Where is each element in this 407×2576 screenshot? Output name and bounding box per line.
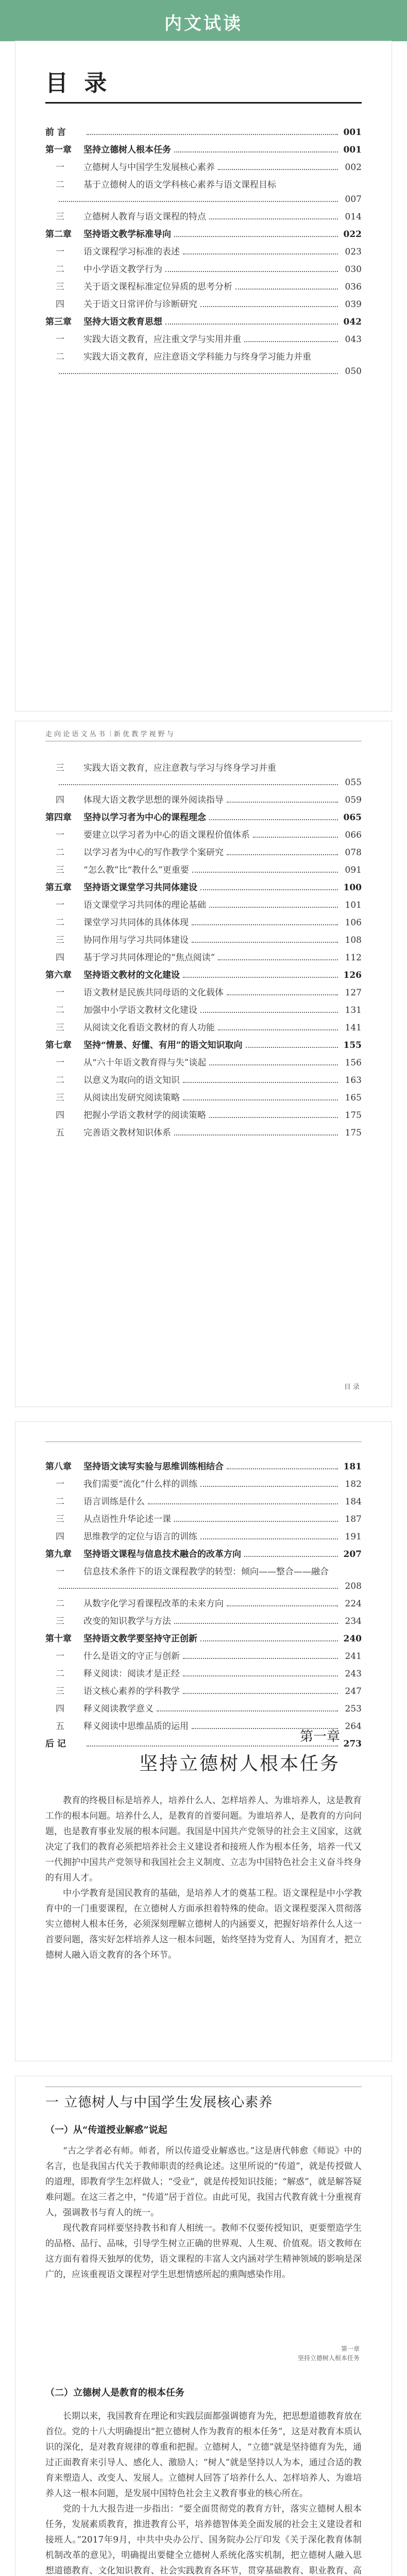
toc-leader	[87, 127, 338, 135]
toc-number: 三	[56, 1093, 64, 1103]
toc-leader	[174, 1514, 338, 1522]
toc-page: 207	[343, 1549, 362, 1560]
toc-text: 释义阅读中思维品质的运用	[83, 1721, 189, 1732]
toc-number: 四	[56, 1704, 64, 1714]
toc-text: 坚持语文教学要坚持守正创新	[83, 1634, 197, 1644]
toc-page: 141	[345, 1023, 362, 1033]
toc-leader	[174, 1616, 338, 1624]
toc-leader	[200, 1633, 338, 1641]
toc-number: 一	[56, 247, 64, 257]
intro-paragraph: 教育的终极目标是培养人，培养什么人、怎样培养人、为谁培养人，这是教育工作的根本问题。培养什么人，是教育的首要问题。为谁培养人，是教育的方向问题，也是教育事业发展的根本问题。我国是中国共产党领导的社会主义国家，这就决定了我们的教育必须把培养社会主义建设者和接班人作为根本任务，培养一代又一代拥护中国共产党领导和我国社会主义制度、立志为中国特色社会主义奋斗终身的有用人才。	[45, 1795, 362, 1883]
toc-list-3	[45, 1458, 362, 1756]
toc-page: 156	[345, 1058, 362, 1068]
toc-number: 三	[56, 212, 64, 222]
toc-number: 一	[56, 1479, 64, 1489]
page-toc-2	[15, 721, 392, 1406]
toc-leader	[165, 264, 338, 272]
toc-leader	[165, 316, 338, 325]
toc-leader	[183, 970, 338, 978]
toc-page: 243	[345, 1669, 362, 1679]
toc-page: 273	[343, 1739, 362, 1749]
toc-page: 264	[345, 1721, 362, 1732]
toc-leader	[200, 1005, 338, 1013]
toc-page: 247	[345, 1686, 362, 1697]
toc-page-mark: 目 录	[344, 1383, 360, 1391]
toc-section-row	[45, 1479, 362, 1490]
toc-leader	[209, 211, 338, 219]
toc-chapter-row	[45, 229, 362, 240]
toc-leader	[218, 1022, 338, 1030]
toc-list-2	[45, 762, 362, 1145]
toc-leader	[200, 1531, 338, 1539]
toc-leader	[174, 229, 338, 237]
toc-leader	[183, 1668, 338, 1676]
toc-leader	[174, 1127, 338, 1136]
toc-text: 体现大语文教学思想的课外阅读指导	[83, 795, 224, 805]
toc-leader	[244, 1549, 338, 1557]
toc-section-row	[45, 1686, 362, 1697]
toc-section-row	[45, 162, 362, 173]
body-text-sub2	[45, 2409, 362, 2576]
toc-page: 030	[345, 264, 362, 275]
toc-text: 基于学习共同体理论的“焦点阅读”	[83, 953, 215, 963]
toc-section-row	[45, 264, 362, 275]
side-chapter-tag	[298, 2344, 360, 2363]
toc-section-row	[45, 987, 362, 998]
toc-chapter-row	[45, 1549, 362, 1560]
toc-section-row	[45, 1598, 362, 1609]
toc-leader	[227, 1461, 338, 1469]
toc-text: 坚持语文课堂学习共同体建设	[83, 883, 197, 893]
toc-text: 以学习者为中心的写作教学个案研究	[83, 848, 224, 858]
toc-text: 改变的知识教学与方法	[83, 1616, 171, 1626]
toc-number: 二	[56, 1599, 64, 1609]
toc-number: 四	[56, 299, 64, 310]
toc-leader	[209, 900, 338, 908]
toc-chapter-row	[45, 882, 362, 893]
toc-text: 坚持“情景、好懂、有用”的语文知识取向	[83, 1040, 243, 1050]
toc-leader	[209, 1110, 338, 1118]
toc-leader	[209, 1057, 338, 1065]
toc-leader	[200, 1479, 338, 1487]
toc-text: 坚持立德树人根本任务	[83, 145, 171, 155]
body-paragraph: 现代教育同样要坚持教书和育人相统一。教师不仅要传授知识，更要塑造学生的品格、品行、品味，引导学生树立正确的世界观、人生观、价值观。语文教师在这方面有着得天独厚的优势，语文课程的丰富人文内涵对学生精神领域的影响是深广的，应该重视语文课程对学生思想情感所起的熏陶感染作用。	[45, 2223, 362, 2280]
toc-text: 思维教学的定位与语言的训练	[83, 1532, 197, 1542]
toc-leader	[246, 1040, 338, 1048]
toc-section-row	[45, 1022, 362, 1033]
toc-text: 立德树人教育与语文课程的特点	[83, 212, 206, 222]
toc-leader	[183, 1686, 338, 1694]
toc-section-row	[45, 1496, 362, 1507]
toc-leader	[192, 935, 338, 943]
toc-number: 一	[56, 1058, 64, 1068]
toc-chapter-row	[45, 1461, 362, 1472]
toc-number: 二	[56, 1005, 64, 1015]
toc-number: 一	[56, 1651, 64, 1662]
toc-number: 三	[56, 865, 64, 875]
toc-number: 第七章	[45, 1040, 72, 1050]
toc-section-row	[45, 246, 362, 258]
toc-section-row	[45, 900, 362, 911]
toc-page: 181	[343, 1462, 362, 1472]
toc-leader	[253, 829, 338, 838]
toc-leader	[59, 1581, 338, 1589]
toc-text: 坚持语文教材的文化建设	[83, 970, 180, 980]
toc-chapter-row	[45, 127, 362, 138]
toc-number: 第二章	[45, 229, 72, 240]
toc-text: 释义阅读教学意义	[83, 1704, 154, 1714]
toc-leader	[227, 794, 338, 803]
toc-page: 127	[345, 988, 362, 998]
toc-text: 坚持语文教学标准导向	[83, 229, 171, 240]
toc-title: 目 录	[45, 70, 111, 96]
toc-leader	[157, 1703, 338, 1711]
chapter-opener-placeholder	[15, 1855, 392, 2061]
toc-page: 106	[345, 918, 362, 928]
toc-leader	[209, 812, 338, 820]
toc-number: 第六章	[45, 970, 72, 980]
toc-text: 什么是语文的守正与创新	[83, 1651, 180, 1662]
toc-page: 001	[343, 127, 362, 138]
toc-text: 信息技术条件下的语文课程教学的转型：倾向——整合——融合	[83, 1567, 329, 1577]
toc-number: 二	[56, 1075, 64, 1086]
toc-page: 241	[345, 1651, 362, 1662]
toc-section-row	[45, 351, 362, 363]
toc-chapter-row	[45, 812, 362, 823]
toc-page: 163	[345, 1075, 362, 1086]
body-text-sub1	[45, 2143, 362, 2282]
toc-leader	[218, 952, 338, 960]
toc-number: 二	[56, 1669, 64, 1679]
toc-section-row	[45, 935, 362, 946]
body-paragraph: 党的十九大报告进一步指出：“要全面贯彻党的教育方针，落实立德树人根本任务，发展素质教育，推进教育公平，培养德智体美全面发展的社会主义建设者和接班人。”2017年9月，中共中央办公厅、国务院办公厅印发《关于深化教育体制机制改革的意见》，明确提出要健全立德树人系统化落实机制，把立德树人融入思想道德教育、文化知识教育、社会实践教育各环节，贯穿基础教育、职业教育、高	[45, 2504, 362, 2576]
toc-chapter-row	[45, 316, 362, 328]
toc-text: 中小学语文教学行为	[83, 264, 162, 275]
toc-chapter-row	[45, 1040, 362, 1051]
toc-page: 091	[345, 865, 362, 875]
toc-number: 三	[56, 1686, 64, 1697]
toc-number: 第八章	[45, 1462, 72, 1472]
toc-number: 二	[56, 352, 64, 362]
toc-page: 208	[345, 1581, 362, 1591]
intro-paragraph: 中小学教育是国民教育的基础，是培养人才的奠基工程。语文课程是中小学教育中的一门重要课程，在立德树人方面承担着特殊的使命。语文课程要深入贯彻落实立德树人根本任务，必须深刻理解立德树人的内涵要义，把握好培养什么人这一首要问题，落实好怎样培养人这一根本问题，始终坚持为党育人、为国育才，把立德树人融入语文教育的各个环节。	[45, 1888, 362, 1960]
toc-section-row	[45, 1092, 362, 1104]
toc-text: 语文教材是民族共同母语的文化载体	[83, 988, 224, 998]
toc-text: 课堂学习共同体的具体体现	[83, 918, 189, 928]
toc-section-row	[45, 1514, 362, 1525]
banner-title: 内文试读	[164, 13, 243, 34]
toc-leader	[244, 334, 338, 342]
toc-page: 007	[345, 194, 362, 205]
toc-leader	[227, 847, 338, 855]
toc-page: 023	[345, 247, 362, 257]
toc-page: 042	[343, 317, 362, 327]
toc-section-row	[45, 299, 362, 310]
toc-number: 二	[56, 848, 64, 858]
toc-page: 182	[345, 1479, 362, 1489]
toc-page: 059	[345, 795, 362, 805]
toc-page: 253	[345, 1704, 362, 1714]
toc-page: 131	[345, 1005, 362, 1015]
toc-number: 第三章	[45, 317, 72, 327]
toc-page: 155	[343, 1040, 362, 1050]
toc-number: 三	[56, 763, 64, 773]
toc-leader	[59, 777, 338, 785]
toc-page: 055	[345, 777, 362, 788]
toc-number: 三	[56, 1616, 64, 1626]
toc-section-row	[45, 847, 362, 858]
toc-page: 043	[345, 334, 362, 345]
toc-text: 以意义为取向的语文知识	[83, 1075, 180, 1086]
toc-number: 第十章	[45, 1634, 72, 1644]
toc-page: 240	[343, 1634, 362, 1644]
toc-section-row	[45, 1057, 362, 1069]
running-header: 走 向 论 语 文 丛 书 ｜新 优 教 学 视 野 与	[45, 731, 174, 738]
page-chapter-1	[15, 2076, 392, 2576]
toc-page: 101	[345, 900, 362, 910]
toc-page: 001	[343, 145, 362, 155]
body-paragraph: 长期以来，我国教育在理论和实践层面都强调德育为先，把思想道德教育放在首位。党的十八大明确提出“把立德树人作为教育的根本任务”，这是对教育本质认识的深化，是对教育规律的尊重和把握。立德树人，“立德”就是坚持德育为先，通过正面教育来引导人、感化人、激励人；“树人”就是坚持以人为本，通过合适的教育来塑造人、改变人、发展人。立德树人回答了培养什么人、怎样培养人、为谁培养人这一根本问题，是发展中国特色社会主义教育事业的核心所在。	[45, 2411, 362, 2499]
toc-wrap-line	[45, 366, 362, 377]
toc-leader	[218, 162, 338, 170]
toc-leader	[59, 366, 338, 374]
toc-section-row	[45, 1616, 362, 1627]
toc-leader	[227, 1598, 338, 1606]
toc-section-row	[45, 1005, 362, 1016]
chapter-title: 坚持立德树人根本任务	[139, 1753, 340, 1774]
toc-leader	[200, 882, 338, 890]
toc-page: 039	[345, 299, 362, 310]
side-tag-line1: 第一章	[341, 2345, 360, 2352]
toc-text: 语言训练是什么	[83, 1497, 145, 1507]
subsection-title-2: （二）立德树人是教育的根本任务	[45, 2387, 184, 2398]
toc-text: 语文课堂学习共同体的理论基础	[83, 900, 206, 910]
toc-text: 完善语文教材知识体系	[83, 1128, 171, 1138]
toc-leader	[235, 281, 338, 290]
toc-page: 066	[345, 830, 362, 840]
toc-number: 五	[56, 1128, 64, 1138]
toc-section-row	[45, 865, 362, 876]
toc-leader	[183, 1075, 338, 1083]
toc-section-row	[45, 1566, 362, 1578]
toc-number: 第九章	[45, 1549, 72, 1560]
toc-number: 四	[56, 1532, 64, 1542]
toc-page: 191	[345, 1532, 362, 1542]
toc-number: 四	[56, 953, 64, 963]
toc-text: 从点语性升华论述一课	[83, 1514, 171, 1524]
toc-number: 三	[56, 282, 64, 292]
toc-section-row	[45, 917, 362, 928]
toc-text: 从数字化学习看课程改革的未来方向	[83, 1599, 224, 1609]
toc-number: 二	[56, 180, 64, 190]
toc-leader	[192, 865, 338, 873]
toc-wrap-line	[45, 777, 362, 788]
toc-leader	[183, 246, 338, 255]
toc-text: 坚持语文读写实验与思维训练相结合	[83, 1462, 224, 1472]
toc-text: 实践大语文教育，应注意语文学科能力与终身学习能力并重	[83, 352, 311, 362]
toc-text: 从阅读文化看语文教材的育人功能	[83, 1023, 215, 1033]
toc-text: 把握小学语文教材学的阅读策略	[83, 1110, 206, 1121]
toc-number: 二	[56, 264, 64, 275]
toc-section-row	[45, 952, 362, 963]
toc-text: 实践大语文教育，应注意教与学习与终身学习并重	[83, 763, 276, 773]
toc-number: 三	[56, 1514, 64, 1524]
body-paragraph: “古之学者必有师。师者，所以传道受业解惑也。”这是唐代韩愈《师说》中的名言，也是我国古代关于教师职责的经典论述。这里所说的“传道”，就是传授做人的道理，即教育学生怎样做人；“受业”，就是传授知识技能；“解惑”，就是解答疑难问题。在这三者之中，“传道”居于首位。由此可见，我国古代教育就十分重视育人，强调教书与育人的统一。	[45, 2146, 362, 2218]
toc-text: 关于语文日常评价与诊断研究	[83, 299, 197, 310]
toc-page: 014	[345, 212, 362, 222]
toc-leader	[183, 1651, 338, 1659]
toc-chapter-row	[45, 970, 362, 981]
toc-page: 126	[343, 970, 362, 980]
toc-number: 第四章	[45, 812, 72, 823]
toc-title-rule	[45, 102, 362, 104]
toc-leader	[59, 194, 338, 202]
toc-section-row	[45, 1703, 362, 1715]
toc-section-row	[45, 1110, 362, 1121]
toc-number: 四	[56, 795, 64, 805]
toc-section-row	[45, 794, 362, 806]
side-tag-line2: 坚持立德树人根本任务	[297, 2354, 360, 2362]
toc-list-1	[45, 124, 362, 383]
toc-number: 一	[56, 1567, 64, 1577]
toc-text: 语文课程学习标准的表述	[83, 247, 180, 257]
toc-section-row	[45, 179, 362, 191]
toc-leader	[174, 144, 338, 152]
toc-text: 我们需要“流化”什么样的训练	[83, 1479, 198, 1489]
toc-leader	[200, 299, 338, 307]
toc-wrap-line	[45, 194, 362, 205]
toc-number: 五	[56, 1721, 64, 1732]
toc-section-row	[45, 211, 362, 223]
toc-text: 从阅读出发研究阅读策略	[83, 1093, 180, 1103]
toc-page: 224	[345, 1599, 362, 1609]
toc-text: 加强中小学语文教材文化建设	[83, 1005, 197, 1015]
toc-text: 语文核心素养的学科教学	[83, 1686, 180, 1697]
toc-section-row	[45, 1127, 362, 1139]
toc-text: 基于立德树人的语文学科核心素养与语文课程目标	[83, 180, 276, 190]
toc-page: 100	[343, 883, 362, 893]
toc-number: 一	[56, 334, 64, 345]
toc-page: 078	[345, 848, 362, 858]
toc-text: 从“六十年语文教育得与失”谈起	[83, 1058, 207, 1068]
toc-page: 112	[345, 953, 362, 963]
toc-page: 036	[345, 282, 362, 292]
toc-text: 立德树人与中国学生发展核心素养	[83, 162, 215, 173]
toc-text: 坚持以学习者为中心的课程理念	[83, 812, 206, 823]
toc-section-row	[45, 334, 362, 345]
toc-chapter-row	[45, 144, 362, 156]
chapter-label: 第一章	[299, 1729, 340, 1744]
toc-page: 175	[345, 1128, 362, 1138]
toc-number: 后 记	[45, 1739, 66, 1749]
toc-page: 108	[345, 935, 362, 945]
toc-text: 实践大语文教育，应注重文学与实用并重	[83, 334, 241, 345]
toc-section-row	[45, 1531, 362, 1543]
toc-number: 一	[56, 900, 64, 910]
toc-number: 一	[56, 988, 64, 998]
toc-number: 三	[56, 935, 64, 945]
toc-text: 释义阅读：阅读才是正经	[83, 1669, 180, 1679]
toc-section-row	[45, 1668, 362, 1680]
toc-text: “怎么教”比“教什么”更重要	[83, 865, 189, 875]
toc-text: 协同作用与学习共同体建设	[83, 935, 189, 945]
toc-leader	[183, 1092, 338, 1100]
toc-page: 187	[345, 1514, 362, 1524]
page-toc-1	[15, 41, 392, 711]
toc-page: 050	[345, 366, 362, 377]
toc-page: 175	[345, 1110, 362, 1121]
toc-text: 要建立以学习者为中心的语文课程价值体系	[83, 830, 250, 840]
toc-leader	[227, 987, 338, 995]
toc-leader	[192, 917, 338, 925]
toc-number: 二	[56, 918, 64, 928]
toc-page: 002	[345, 162, 362, 173]
toc-text: 关于语文课程标准定位异质的思考分析	[83, 282, 232, 292]
toc-text: 坚持大语文教育思想	[83, 317, 162, 327]
header-banner	[0, 0, 407, 41]
toc-page: 165	[345, 1093, 362, 1103]
toc-number: 一	[56, 830, 64, 840]
toc-page: 234	[345, 1616, 362, 1626]
toc-leader	[148, 1496, 338, 1504]
toc-number: 第一章	[45, 145, 72, 155]
toc-number: 四	[56, 1110, 64, 1121]
toc-text: 坚持语文课程与信息技术融合的改革方向	[83, 1549, 241, 1560]
toc-section-row	[45, 281, 362, 293]
toc-section-row	[45, 1651, 362, 1662]
toc-section-row	[45, 762, 362, 774]
subsection-title-1: （一）从“传道授业解惑”说起	[45, 2125, 167, 2136]
toc-number: 前 言	[45, 127, 66, 138]
toc-section-row	[45, 829, 362, 841]
toc-page: 022	[343, 229, 362, 240]
toc-number: 一	[56, 162, 64, 173]
toc-number: 三	[56, 1023, 64, 1033]
section-title-1: 一 立德树人与中国学生发展核心素养	[45, 2095, 273, 2110]
toc-wrap-line	[45, 1581, 362, 1592]
toc-section-row	[45, 1075, 362, 1086]
toc-chapter-row	[45, 1633, 362, 1645]
toc-number: 二	[56, 1497, 64, 1507]
toc-number: 第五章	[45, 883, 72, 893]
toc-page: 065	[343, 812, 362, 823]
toc-page: 184	[345, 1497, 362, 1507]
